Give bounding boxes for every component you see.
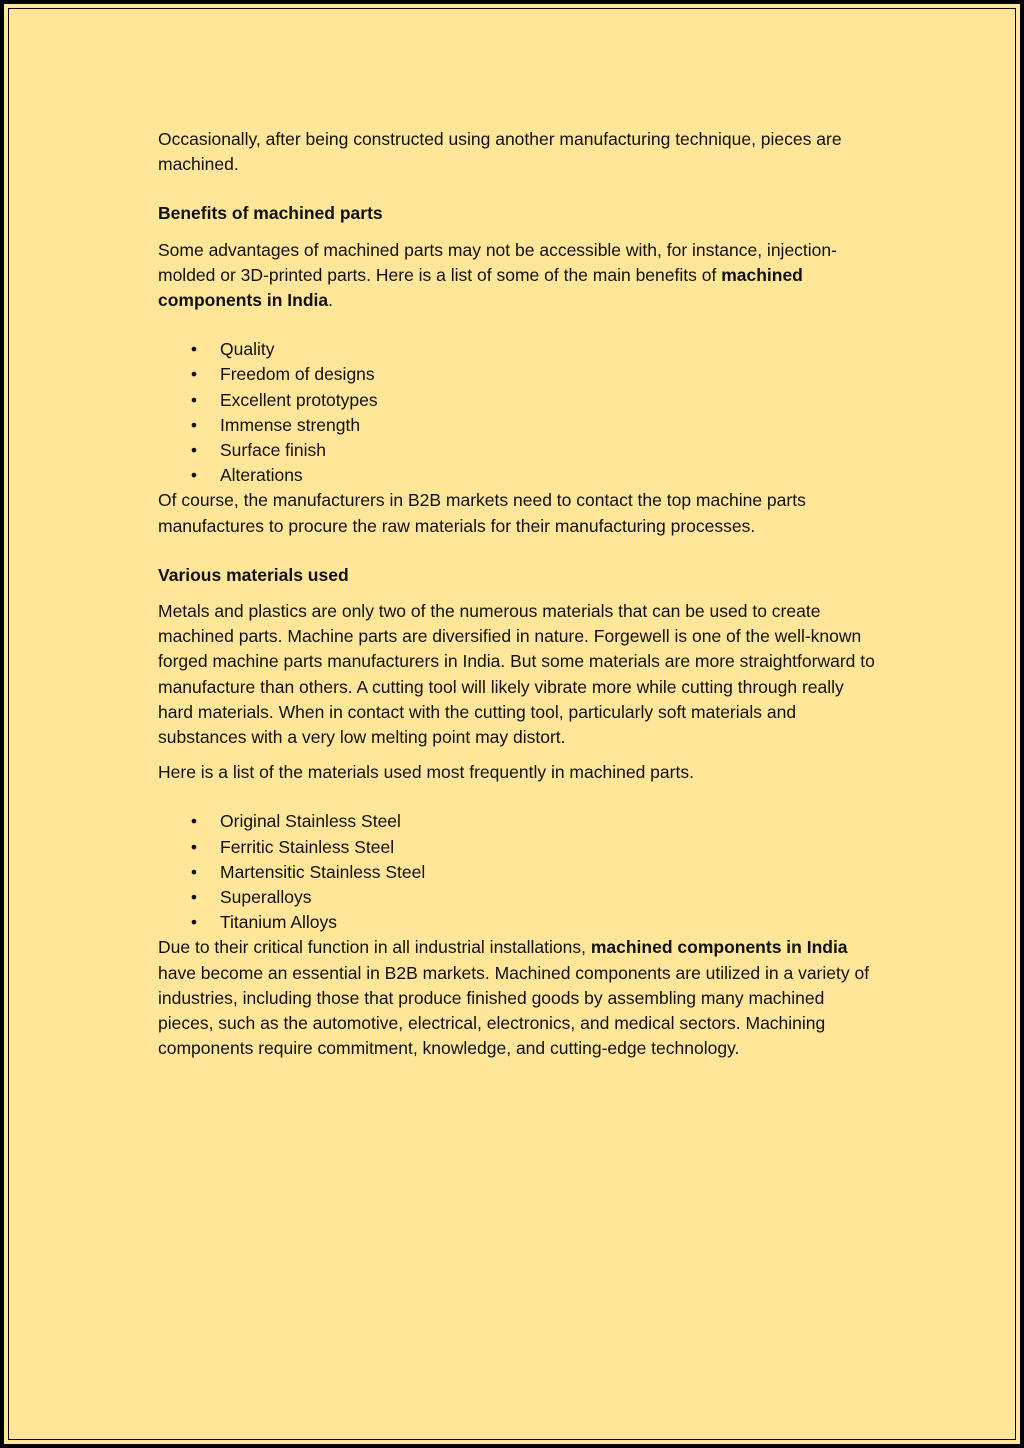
materials-list <box>158 809 878 935</box>
bullet-icon: • <box>190 861 198 882</box>
bullet-icon: • <box>190 440 198 461</box>
list-item-label: Quality <box>220 339 275 360</box>
materials-list-intro: Here is a list of the materials used most frequently in machined parts. <box>158 762 694 783</box>
bullet-icon: • <box>190 912 198 933</box>
list-item-label: Original Stainless Steel <box>220 811 401 832</box>
conclusion-text-end: have become an essential in B2B markets. Machined components are utilized in a variety of industries, including those that produce finished goods by assembling many machined pieces, such as the automotive, electrical, electronics, and medical sectors. Machining components require commitment, knowledge, and cutting-edge technology. <box>158 962 870 1059</box>
benefits-paragraph <box>158 238 878 314</box>
materials-paragraph: Metals and plastics are only two of the numerous materials that can be used to create machined parts. Machine parts are diversified in nature. Forgewell is one of the well-known forged machine parts manufacturers in India. But some materials are more straightforward to manufacture than others. A cutting tool will likely vibrate more while cutting through really hard materials. When in contact with the cutting tool, particularly soft materials and substances with a very low melting point may distort. <box>158 601 875 748</box>
list-item <box>158 463 878 488</box>
list-item <box>158 413 878 438</box>
bullet-icon: • <box>190 389 198 410</box>
materials-heading: Various materials used <box>158 564 349 585</box>
list-item <box>158 835 878 860</box>
benefits-heading: Benefits of machined parts <box>158 203 383 224</box>
list-item <box>158 362 878 387</box>
list-item-label: Superalloys <box>220 887 312 908</box>
conclusion-paragraph <box>158 935 878 1061</box>
list-item <box>158 438 878 463</box>
list-item <box>158 388 878 413</box>
list-item-label: Martensitic Stainless Steel <box>220 861 426 882</box>
bullet-icon: • <box>190 414 198 435</box>
benefits-paragraph-end: . <box>328 290 334 311</box>
bullet-icon: • <box>190 887 198 908</box>
benefits-keyword: machined components in India <box>158 264 803 311</box>
document-body <box>158 127 878 1062</box>
list-item-label: Excellent prototypes <box>220 389 378 410</box>
bullet-icon: • <box>190 836 198 857</box>
intro-paragraph: Occasionally, after being constructed using another manufacturing technique, pieces are machined. <box>158 129 842 175</box>
list-item-label: Surface finish <box>220 440 327 461</box>
list-item <box>158 885 878 910</box>
bullet-icon: • <box>190 339 198 360</box>
list-item-label: Ferritic Stainless Steel <box>220 836 395 857</box>
benefits-paragraph-text: Some advantages of machined parts may not be accessible with, for instance, injection-molded or 3D-printed parts. Here is a list of some of the main benefits of <box>158 239 837 285</box>
bullet-icon: • <box>190 465 198 486</box>
list-item <box>158 910 878 935</box>
list-item <box>158 337 878 362</box>
list-item-label: Alterations <box>220 465 303 486</box>
benefits-closing-paragraph: Of course, the manufacturers in B2B markets need to contact the top machine parts manufactures to procure the raw materials for their manufacturing processes. <box>158 490 806 536</box>
bullet-icon: • <box>190 811 198 832</box>
list-item-label: Titanium Alloys <box>220 912 338 933</box>
list-item-label: Immense strength <box>220 414 361 435</box>
list-item <box>158 809 878 834</box>
bullet-icon: • <box>190 364 198 385</box>
benefits-list <box>158 337 878 488</box>
list-item-label: Freedom of designs <box>220 364 375 385</box>
list-item <box>158 860 878 885</box>
conclusion-keyword: machined components in India <box>590 937 848 958</box>
conclusion-text-start: Due to their critical function in all industrial installations, <box>158 937 591 958</box>
